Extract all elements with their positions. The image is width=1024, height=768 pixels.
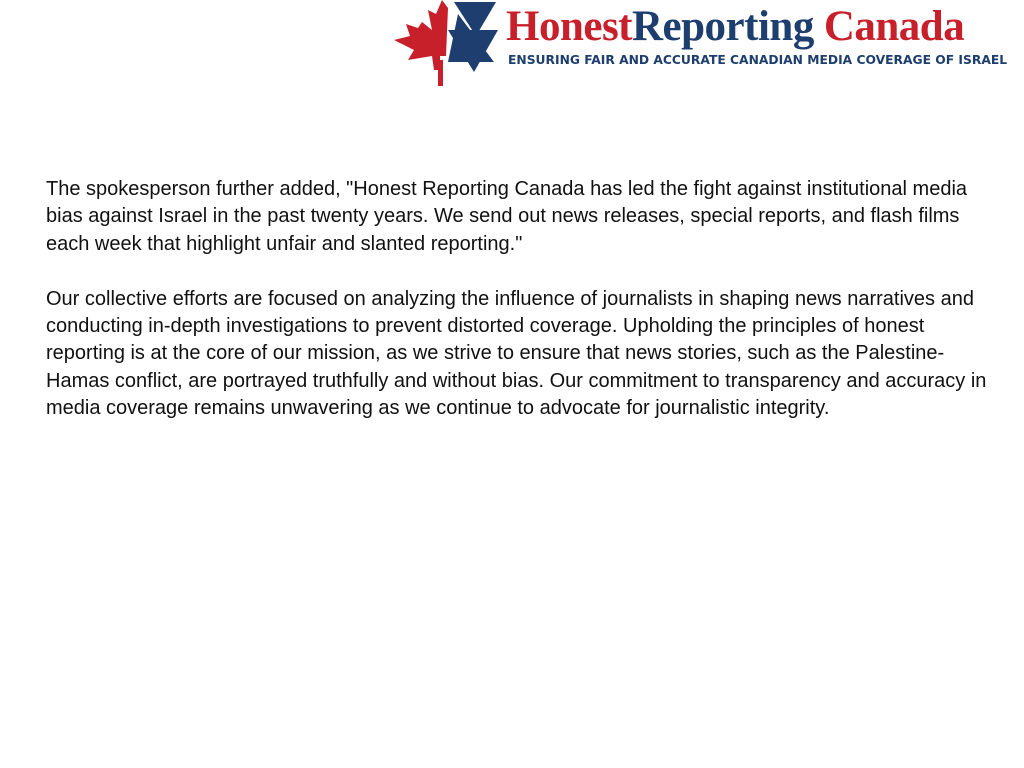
logo-word-canada: Canada — [823, 3, 965, 50]
logo-word-honest: Honest — [506, 3, 632, 50]
body-text — [46, 176, 996, 423]
logo-title — [506, 2, 964, 52]
paragraph-2: Our collective efforts are focused on analyzing the influence of journalists in shaping news narratives and conducting in-depth investigations to prevent distorted coverage. Upholding the principles of honest reporting is at the core of our mission, as we strive to ensure that news stories, such as the Palestine-Hamas conflict, are portrayed truthfully and without bias. Our commitment to transparency and accuracy in media coverage remains unwavering as we continue to advocate for journalistic integrity. — [46, 287, 987, 420]
paragraph-1: The spokesperson further added, "Honest Reporting Canada has led the fight against institutional media bias against Israel in the past twenty years. We send out news releases, special reports, and flash films each week that highlight unfair and slanted reporting." — [46, 178, 968, 255]
logo-tagline: ENSURING FAIR AND ACCURATE CANADIAN MEDIA COVERAGE OF ISRAEL — [508, 53, 1008, 67]
logo-word-reporting: Reporting — [632, 3, 814, 50]
maple-leaf-star-of-david-icon — [388, 0, 506, 88]
brand-logo — [388, 0, 1018, 88]
